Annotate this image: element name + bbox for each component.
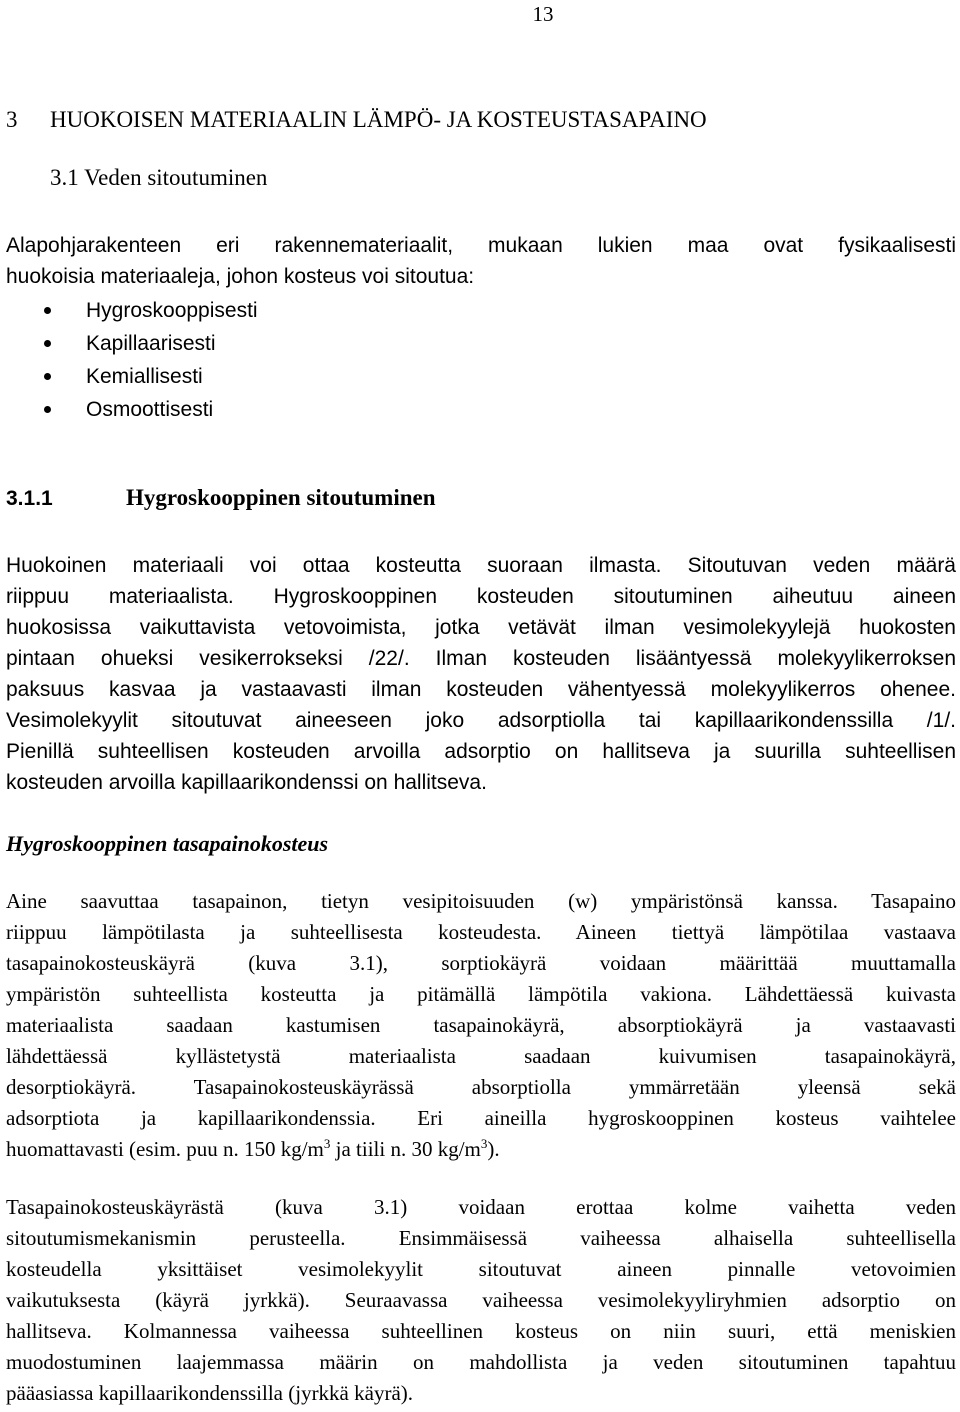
intro-line: huokoisia materiaaleja, johon kosteus voi sitoutua: <box>6 265 475 288</box>
subsection-number: 3.1.1 <box>6 487 53 510</box>
text-fragment: ja tiili n. 30 kg/m <box>330 1137 481 1161</box>
chapter-title: HUOKOISEN MATERIAALIN LÄMPÖ- JA KOSTEUSTASAPAINO <box>50 107 707 132</box>
paragraph-equilibrium <box>6 886 956 1165</box>
text-line: Vesimolekyylit sitoutuvat aineeseen joko adsorptiolla tai kapillaarikondenssilla /1/. <box>6 709 956 732</box>
list-item-label: Kemiallisesti <box>86 365 203 388</box>
text-line: riippuu lämpötilasta ja suhteellisesta kosteudesta. Aineen tiettyä lämpötilaa vastaava <box>6 920 956 944</box>
list-item <box>0 294 258 327</box>
text-line: ympäristön suhteellista kosteutta ja pitämällä lämpötila vakiona. Lähdettäessä kuivasta <box>6 982 956 1006</box>
text-line: Pienillä suhteellisen kosteuden arvoilla adsorptio on hallitseva ja suurilla suhteellisen <box>6 740 956 763</box>
chapter-heading <box>6 106 956 134</box>
paragraph-hygroscopic <box>6 550 956 798</box>
bullet-icon <box>44 406 51 413</box>
intro-paragraph <box>6 230 956 292</box>
text-line: muodostuminen laajemmassa määrin on mahdollista ja veden sitoutuminen tapahtuu <box>6 1350 956 1374</box>
list-item <box>0 393 258 426</box>
section-title: Veden sitoutuminen <box>84 165 268 190</box>
text-line: paksuus kasvaa ja vastaavasti ilman kosteuden vähentyessä molekyylikerros ohenee. <box>6 678 956 701</box>
text-line: lähdettäessä kyllästetystä materiaalista saadaan kuivumisen tasapainokäyrä, <box>6 1044 956 1068</box>
text-fragment: ). <box>487 1137 500 1161</box>
text-fragment: huomattavasti (esim. puu n. 150 kg/m <box>6 1137 324 1161</box>
text-line: desorptiokäyrä. Tasapainokosteuskäyrässä absorptiolla ymmärretään yleensä sekä <box>6 1075 956 1099</box>
superscript: 3 <box>480 1136 488 1151</box>
text-line: materiaalista saadaan kastumisen tasapainokäyrä, absorptiokäyrä ja vastaavasti <box>6 1013 956 1037</box>
bullet-icon <box>44 340 51 347</box>
text-line: Aine saavuttaa tasapainon, tietyn vesipitoisuuden (w) ympäristönsä kanssa. Tasapaino <box>6 889 956 913</box>
list-item-label: Osmoottisesti <box>86 398 214 421</box>
italic-heading: Hygroskooppinen tasapainokosteus <box>6 831 329 856</box>
section-number: 3.1 <box>50 165 79 190</box>
subsection-title: Hygroskooppinen sitoutuminen <box>126 485 436 510</box>
list-item-label: Hygroskooppisesti <box>86 299 258 322</box>
text-line: riippuu materiaalista. Hygroskooppinen kosteuden sitoutuminen aiheutuu aineen <box>6 585 956 608</box>
text-line: hallitseva. Kolmannessa vaiheessa suhteellinen kosteus on niin suuri, että meniskien <box>6 1319 956 1343</box>
bullet-icon <box>44 307 51 314</box>
list-item <box>0 327 258 360</box>
text-line: pintaan ohueksi vesikerrokseksi /22/. Ilman kosteuden lisääntyessä molekyylikerroksen <box>6 647 956 670</box>
text-line: Tasapainokosteuskäyrästä (kuva 3.1) voidaan erottaa kolme vaihetta veden <box>6 1195 956 1219</box>
text-line: Huokoinen materiaali voi ottaa kosteutta suoraan ilmasta. Sitoutuvan veden määrä <box>6 554 956 577</box>
text-line: pääasiassa kapillaarikondenssilla (jyrkkä käyrä). <box>6 1381 414 1405</box>
chapter-number: 3 <box>6 107 18 132</box>
text-line: vaikutuksesta (käyrä jyrkkä). Seuraavassa vaiheessa vesimolekyyliryhmien adsorptio on <box>6 1288 956 1312</box>
intro-line: Alapohjarakenteen eri rakennemateriaalit, mukaan lukien maa ovat fysikaalisesti <box>6 234 956 257</box>
text-line <box>6 1134 956 1165</box>
subsection-heading <box>6 484 436 513</box>
text-line: kosteuden arvoilla kapillaarikondenssi on hallitseva. <box>6 771 487 794</box>
text-line: kosteudella yksittäiset vesimolekyylit sitoutuvat aineen pinnalle vetovoimien <box>6 1257 956 1281</box>
text-line: sitoutumismekanismin perusteella. Ensimmäisessä vaiheessa alhaisella suhteellisella <box>6 1226 956 1250</box>
text-line: tasapainokosteuskäyrä (kuva 3.1), sorptiokäyrä voidaan määrittää muuttamalla <box>6 951 956 975</box>
superscript: 3 <box>323 1136 331 1151</box>
paragraph-phases <box>6 1192 956 1409</box>
text-line: huokosissa vaikuttavista vetovoimista, jotka vetävät ilman vesimolekyylejä huokosten <box>6 616 956 639</box>
text-line: adsorptiota ja kapillaarikondenssia. Eri aineilla hygroskooppinen kosteus vaihtelee <box>6 1106 956 1130</box>
bullet-list <box>0 294 258 426</box>
page-number: 13 <box>532 2 554 26</box>
bullet-icon <box>44 373 51 380</box>
list-item <box>0 360 258 393</box>
section-heading <box>50 164 267 192</box>
list-item-label: Kapillaarisesti <box>86 332 216 355</box>
